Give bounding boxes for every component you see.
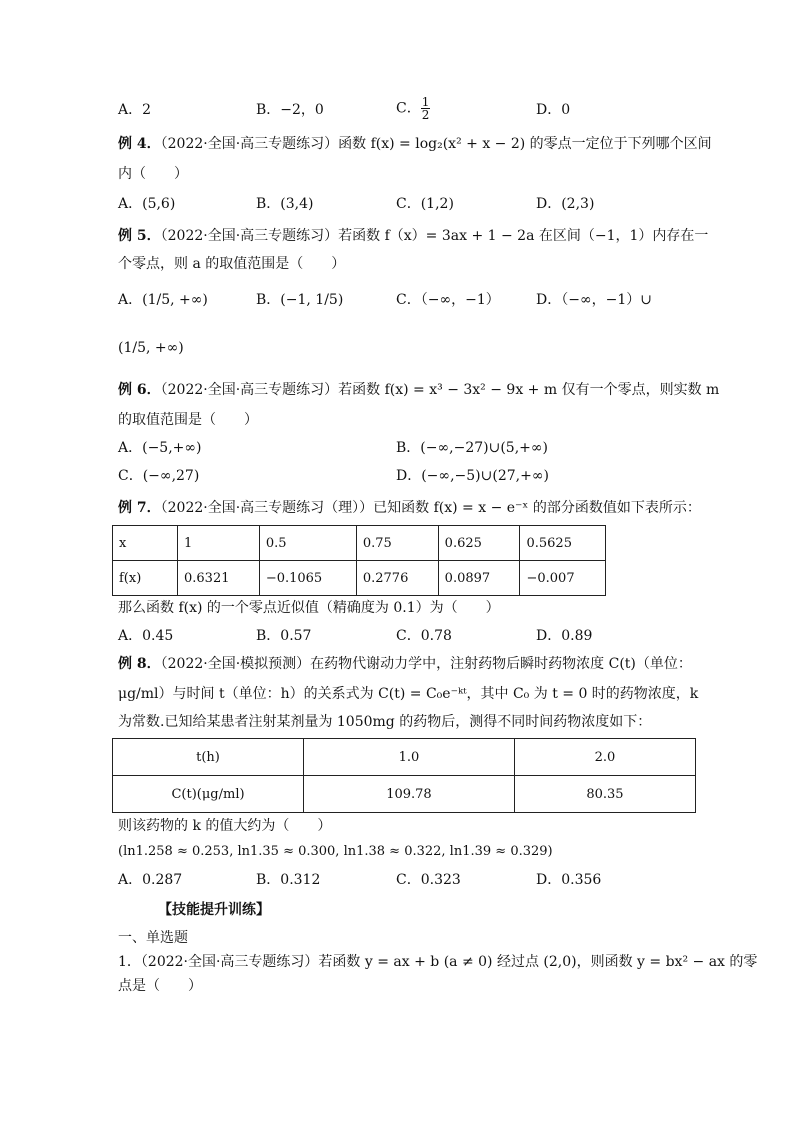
ex6-option-d: D．(−∞,−5)∪(27,+∞) xyxy=(396,468,549,484)
ex6-line1 xyxy=(118,380,719,400)
ex4-head: 例 4． xyxy=(118,136,161,152)
table-row xyxy=(113,739,696,776)
ex8-option-d: D．0.356 xyxy=(536,872,602,888)
table-cell: x xyxy=(113,526,178,561)
ex7-text: （2022·全国·高三专题练习（理））已知函数 f(x) = x − e⁻ˣ 的部分函数值如下表所示： xyxy=(160,500,701,516)
ex7-option-a: A．0.45 xyxy=(118,628,174,644)
ex8-line5: (ln1.258 ≈ 0.253, ln1.35 ≈ 0.300, ln1.38 ≈ 0.322, ln1.39 ≈ 0.329) xyxy=(118,844,553,859)
table-cell: −0.007 xyxy=(520,561,606,596)
ex8-option-c: C．0.323 xyxy=(396,872,461,888)
ex8-line1 xyxy=(118,654,692,674)
ex8-line4: 则该药物的 k 的值大约为（ ） xyxy=(118,818,332,834)
ex5-line1 xyxy=(118,226,708,246)
ex6-option-b: B．(−∞,−27)∪(5,+∞) xyxy=(396,440,549,456)
table-cell: 109.78 xyxy=(304,776,515,813)
ex8-option-b: B．0.312 xyxy=(256,872,321,888)
ex5-option-d-cont: (1/5, +∞) xyxy=(118,340,184,356)
ex4-option-b: B．(3,4) xyxy=(256,196,314,212)
q3-option-c-prefix: C． xyxy=(396,100,421,117)
q3-option-b: B．−2，0 xyxy=(256,102,324,118)
table-cell: 80.35 xyxy=(514,776,695,813)
ex4-option-c: C．(1,2) xyxy=(396,196,454,212)
ex8-line3: 为常数.已知给某患者注射某剂量为 1050mg 的药物后，测得不同时间药物浓度如下： xyxy=(118,714,652,730)
table-cell: 0.2776 xyxy=(356,561,438,596)
table-cell: 2.0 xyxy=(514,739,695,776)
ex4-text: （2022·全国·高三专题练习）函数 f(x) = log₂(x² + x − 2) 的零点一定位于下列哪个区间 xyxy=(160,136,712,152)
ex6-head: 例 6． xyxy=(118,382,161,398)
ex8-line2: μg/ml）与时间 t（单位：h）的关系式为 C(t) = C₀e⁻ᵏᵗ，其中 C₀ 为 t = 0 时的药物浓度，k xyxy=(118,686,699,702)
table-cell: 0.5 xyxy=(259,526,356,561)
table-row xyxy=(113,526,606,561)
q3-option-c xyxy=(396,96,430,121)
section-title: 【技能提升训练】 xyxy=(158,902,270,918)
table-cell: 0.5625 xyxy=(520,526,606,561)
table-row xyxy=(113,776,696,813)
ex8-table xyxy=(112,738,696,813)
ex5-option-d: D．（−∞，−1）∪ xyxy=(536,292,652,308)
table-cell: 0.75 xyxy=(356,526,438,561)
table-cell: 0.6321 xyxy=(178,561,260,596)
fraction-num: 1 xyxy=(421,95,430,109)
ex8-text: （2022·全国·模拟预测）在药物代谢动力学中，注射药物后瞬时药物浓度 C(t)（单位： xyxy=(160,656,692,672)
ex7-head: 例 7． xyxy=(118,500,161,516)
ex6-line2: 的取值范围是（ ） xyxy=(118,412,258,428)
ex5-text: （2022·全国·高三专题练习）若函数 f（x）= 3ax + 1 − 2a 在区间（−1，1）内存在一 xyxy=(160,228,709,244)
q3-option-c-fraction xyxy=(421,96,431,121)
table-cell: t(h) xyxy=(113,739,304,776)
ex7-option-b: B．0.57 xyxy=(256,628,312,644)
fraction-den: 2 xyxy=(421,108,430,122)
ex4-line1 xyxy=(118,134,712,154)
q3-option-d: D．0 xyxy=(536,102,571,118)
ex7-option-c: C．0.78 xyxy=(396,628,452,644)
ex4-option-d: D．(2,3) xyxy=(536,196,595,212)
ex5-option-b: B．(−1, 1/5) xyxy=(256,292,344,308)
ex8-head: 例 8． xyxy=(118,656,161,672)
ex6-option-c: C．(−∞,27) xyxy=(118,468,200,484)
ex8-option-a: A．0.287 xyxy=(118,872,183,888)
subsection-title: 一、单选题 xyxy=(118,930,188,946)
ex5-option-a: A．(1/5, +∞) xyxy=(118,292,208,308)
q1-line1: 1．（2022·全国·高三专题练习）若函数 y = ax + b (a ≠ 0) 经过点 (2,0)，则函数 y = bx² − ax 的零 xyxy=(118,954,758,970)
table-cell: 1 xyxy=(178,526,260,561)
ex7-line2: 那么函数 f(x) 的一个零点近似值（精确度为 0.1）为（ ） xyxy=(118,600,500,616)
table-cell: 0.625 xyxy=(438,526,520,561)
ex5-head: 例 5． xyxy=(118,228,161,244)
q3-option-a: A．2 xyxy=(118,102,152,118)
ex7-line1 xyxy=(118,498,701,518)
table-cell: f(x) xyxy=(113,561,178,596)
ex7-table xyxy=(112,525,606,596)
ex4-option-a: A．(5,6) xyxy=(118,196,176,212)
q1-line2: 点是（ ） xyxy=(118,978,202,994)
ex7-option-d: D．0.89 xyxy=(536,628,593,644)
ex5-line2: 个零点，则 a 的取值范围是（ ） xyxy=(118,256,346,272)
table-cell: −0.1065 xyxy=(259,561,356,596)
ex4-line2: 内（ ） xyxy=(118,166,188,182)
table-row xyxy=(113,561,606,596)
table-cell: 0.0897 xyxy=(438,561,520,596)
table-cell: C(t)(μg/ml) xyxy=(113,776,304,813)
table-cell: 1.0 xyxy=(304,739,515,776)
ex6-option-a: A．(−5,+∞) xyxy=(118,440,202,456)
ex6-text: （2022·全国·高三专题练习）若函数 f(x) = x³ − 3x² − 9x + m 仅有一个零点，则实数 m xyxy=(160,382,720,398)
ex5-option-c: C．（−∞，−1） xyxy=(396,292,500,308)
